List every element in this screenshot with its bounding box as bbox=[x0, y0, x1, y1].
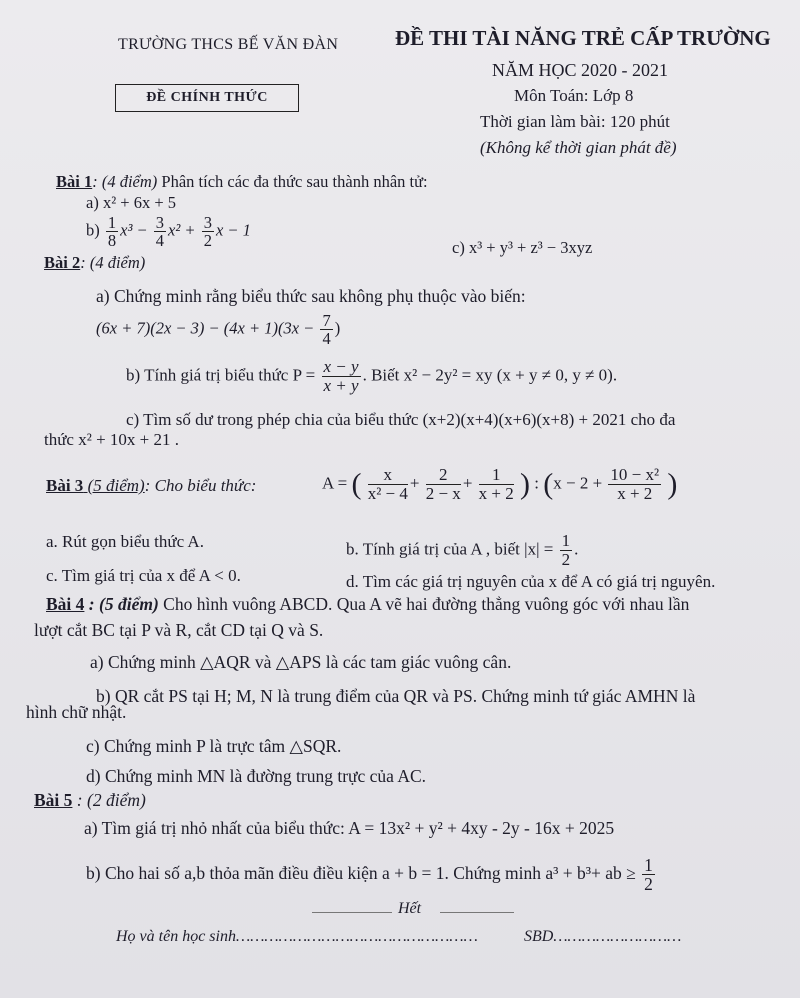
bai3-heading bbox=[46, 476, 256, 496]
bai3-points: (5 điểm) bbox=[83, 476, 145, 495]
fraction-1-2: $\frac{1}{2}$ bbox=[561, 531, 571, 569]
bai1-b-term3: x − 1 bbox=[215, 220, 251, 240]
bai4-points: : (5 điểm) bbox=[84, 594, 159, 614]
bai2-a: a) Chứng minh rằng biểu thức sau không phụ thuộc vào biến: bbox=[96, 286, 526, 306]
bai1-b bbox=[86, 214, 251, 250]
bai5-b bbox=[86, 856, 657, 894]
bai2-c-line1: c) Tìm số dư trong phép chia của biểu thức (x+2)(x+4)(x+6)(x+8) + 2021 cho đa bbox=[126, 410, 676, 429]
bai2-c-line2: thức x² + 10x + 21 . bbox=[44, 430, 180, 449]
exam-title: ĐỀ THI TÀI NĂNG TRẺ CẤP TRƯỜNG bbox=[395, 26, 771, 50]
fraction-x-over-x2-4: $\frac{x}{\text{x² − 4}}$ bbox=[367, 465, 408, 503]
fraction-1-over-x2: $\frac{1}{x + 2}$ bbox=[478, 465, 514, 503]
bai1-b-term2: x² + bbox=[168, 220, 196, 240]
bai4-prompt2: lượt cắt BC tại P và R, cắt CD tại Q và S. bbox=[34, 620, 324, 640]
bai2-heading bbox=[44, 253, 145, 273]
fraction-7-4: $\frac{7}{4}$ bbox=[322, 311, 331, 349]
end-rule-right bbox=[440, 912, 514, 913]
bai1-a: a) x² + 6x + 5 bbox=[86, 193, 177, 212]
bai3-prompt: : Cho biểu thức: bbox=[144, 476, 257, 495]
school-year: NĂM HỌC 2020 - 2021 bbox=[492, 60, 669, 80]
sbd-field: SBD……………………… bbox=[524, 928, 682, 945]
bai1-b-label: b) bbox=[86, 220, 100, 240]
bai1-heading bbox=[56, 172, 428, 192]
bai2-points: : (4 điểm) bbox=[80, 253, 146, 272]
school-name: TRƯỜNG THCS BẾ VĂN ĐÀN bbox=[118, 36, 339, 53]
bai5-label: Bài 5 bbox=[34, 790, 73, 810]
bai4-prompt: Cho hình vuông ABCD. Qua A vẽ hai đường thẳng vuông góc với nhau lần bbox=[158, 594, 690, 614]
subject: Môn Toán: Lớp 8 bbox=[514, 86, 634, 105]
bai3-b: b. Tính giá trị của A , biết |x| = $\frac{1}{2}$ . bbox=[346, 531, 579, 569]
bai4-a: a) Chứng minh △AQR và △APS là các tam giác vuông cân. bbox=[90, 652, 512, 672]
student-name-field: Họ và tên học sinh…………………………………………… bbox=[116, 928, 478, 945]
bai3-b-text: b. Tính giá trị của A , biết |x| = bbox=[346, 539, 554, 559]
bai4-c: c) Chứng minh P là trực tâm △SQR. bbox=[86, 736, 342, 756]
bai4-d: d) Chứng minh MN là đường trung trực của AC. bbox=[86, 766, 427, 786]
bai5-b-text: b) Cho hai số a,b thỏa mãn điều điều kiện a + b = 1. Chứng minh a³ + b³+ ab ≥ bbox=[86, 862, 636, 883]
fraction-10-x2-over-x2: $\frac{\text{10 − x²}}{x + 2}$ bbox=[610, 465, 660, 503]
bai4-b-line1: b) QR cắt PS tại H; M, N là trung điểm của QR và PS. Chứng minh tứ giác AMHN là bbox=[96, 686, 696, 706]
bai4-heading bbox=[46, 594, 689, 615]
bai1-label: Bài 1 bbox=[56, 172, 93, 191]
bai2-b bbox=[126, 358, 617, 395]
bai1-c: c) x³ + y³ + z³ − 3xyz bbox=[452, 238, 593, 257]
fraction-1-2-b5: $\frac{1}{2}$ bbox=[644, 855, 653, 895]
bai4-b-line2: hình chữ nhật. bbox=[26, 702, 127, 722]
bai3-a: a. Rút gọn biểu thức A. bbox=[46, 532, 204, 551]
bai2-a-expression: (6x + 7)(2x − 3) − (4x + 1)(3x − $\frac{7}{4}$ ) bbox=[96, 311, 341, 349]
bai1-points: : (4 điểm) bbox=[92, 172, 158, 191]
bai5-a: a) Tìm giá trị nhỏ nhất của biểu thức: A = 13x² + y² + 4xy - 2y - 16x + 2025 bbox=[84, 818, 615, 838]
fraction-1-8: $\frac{1}{8}$ bbox=[107, 213, 117, 251]
bai3-label: Bài 3 bbox=[46, 476, 84, 495]
bai3-d: d. Tìm các giá trị nguyên của x để A có giá trị nguyên. bbox=[346, 572, 716, 591]
bai2-a-expr: (6x + 7)(2x − 3) − (4x + 1)(3x − bbox=[96, 318, 315, 338]
bai4-label: Bài 4 bbox=[46, 594, 85, 614]
bai2-label: Bài 2 bbox=[44, 253, 81, 272]
duration: Thời gian làm bài: 120 phút bbox=[480, 112, 670, 131]
fraction-3-2: $\frac{3}{2}$ bbox=[203, 213, 212, 251]
bai5-points: : (2 điểm) bbox=[72, 790, 146, 810]
bai3-c: c. Tìm giá trị của x để A < 0. bbox=[46, 566, 241, 585]
bai3-expression: A = ( $\frac{x}{\text{x² − 4}}$ + $\frac{2}{2 - x}$ + $\frac{1}{x + 2}$ ) : (x − 2 + $\frac{\text{10 − x²}}{x + 2}$ ) bbox=[322, 465, 678, 503]
fraction-2-over-2-x: $\frac{2}{2 - x}$ bbox=[425, 465, 461, 503]
end-rule-left bbox=[312, 912, 392, 913]
bai5-heading bbox=[34, 790, 146, 811]
end-marker: Hết bbox=[398, 900, 422, 917]
duration-note: (Không kể thời gian phát đề) bbox=[480, 138, 677, 157]
bai1-b-term1: x³ − bbox=[120, 220, 148, 240]
bai2-b-condition: . Biết x² − 2y² = xy (x + y ≠ 0, y ≠ 0). bbox=[362, 365, 618, 385]
bai3-expr-pre: A = bbox=[322, 473, 348, 493]
fraction-P: $\frac{x - y}{x + y}$ bbox=[323, 357, 359, 395]
bai2-b-pre: b) Tính giá trị biểu thức P = bbox=[126, 365, 316, 385]
official-badge: ĐỀ CHÍNH THỨC bbox=[115, 84, 299, 112]
fraction-3-4: $\frac{3}{4}$ bbox=[155, 213, 165, 251]
bai1-prompt: Phân tích các đa thức sau thành nhân tử: bbox=[157, 172, 428, 191]
